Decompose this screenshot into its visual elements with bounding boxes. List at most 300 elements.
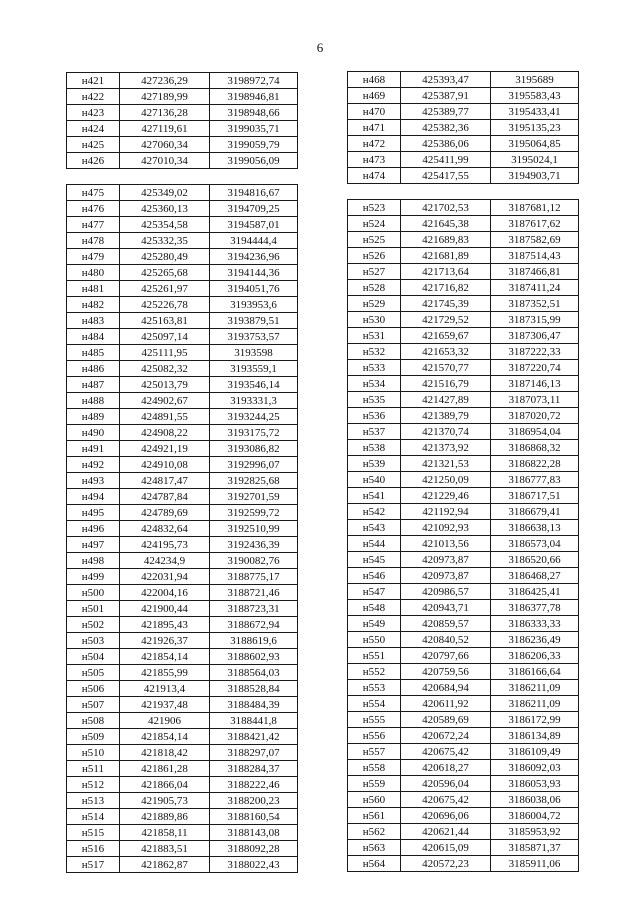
x-coordinate-cell: 421889,86 (120, 809, 210, 825)
table-row (67, 425, 298, 441)
y-coordinate-cell: 3194236,96 (210, 249, 298, 265)
point-id-cell: н512 (67, 777, 120, 793)
x-coordinate-cell: 420589,69 (401, 712, 491, 728)
y-coordinate-cell: 3194144,36 (210, 265, 298, 281)
y-coordinate-cell: 3188222,46 (210, 777, 298, 793)
y-coordinate-cell: 3186573,04 (491, 536, 579, 552)
x-coordinate-cell: 421427,89 (401, 392, 491, 408)
y-coordinate-cell: 3198972,74 (210, 73, 298, 89)
x-coordinate-cell: 421645,38 (401, 216, 491, 232)
point-id-cell: н550 (348, 632, 401, 648)
x-coordinate-cell: 421895,43 (120, 617, 210, 633)
x-coordinate-cell: 420973,87 (401, 552, 491, 568)
x-coordinate-cell: 425097,14 (120, 329, 210, 345)
point-id-cell: н547 (348, 584, 401, 600)
point-id-cell: н485 (67, 345, 120, 361)
point-id-cell: н537 (348, 424, 401, 440)
x-coordinate-cell: 424787,84 (120, 489, 210, 505)
x-coordinate-cell: 421854,14 (120, 649, 210, 665)
y-coordinate-cell: 3186236,49 (491, 632, 579, 648)
point-id-cell: н509 (67, 729, 120, 745)
x-coordinate-cell: 420696,06 (401, 808, 491, 824)
x-coordinate-cell: 425163,81 (120, 313, 210, 329)
y-coordinate-cell: 3192436,39 (210, 537, 298, 553)
page-number: 6 (316, 40, 324, 55)
point-id-cell: н555 (348, 712, 401, 728)
x-coordinate-cell: 421659,67 (401, 328, 491, 344)
y-coordinate-cell: 3192701,59 (210, 489, 298, 505)
x-coordinate-cell: 420684,94 (401, 680, 491, 696)
y-coordinate-cell: 3187582,69 (491, 232, 579, 248)
table-row (67, 761, 298, 777)
y-coordinate-cell: 3195024,1 (491, 152, 579, 168)
y-coordinate-cell: 3186468,27 (491, 568, 579, 584)
x-coordinate-cell: 421516,79 (401, 376, 491, 392)
table-row (67, 521, 298, 537)
point-id-cell: н499 (67, 569, 120, 585)
y-coordinate-cell: 3195064,85 (491, 136, 579, 152)
table-row (67, 473, 298, 489)
x-coordinate-cell: 421370,74 (401, 424, 491, 440)
table-row (348, 296, 579, 312)
point-id-cell: н514 (67, 809, 120, 825)
table-row (348, 72, 579, 88)
point-id-cell: н524 (348, 216, 401, 232)
x-coordinate-cell: 421653,32 (401, 344, 491, 360)
point-id-cell: н424 (67, 121, 120, 137)
table-row (67, 121, 298, 137)
y-coordinate-cell: 3193086,82 (210, 441, 298, 457)
coordinates-table (66, 184, 298, 873)
x-coordinate-cell: 421716,82 (401, 280, 491, 296)
point-id-cell: н481 (67, 281, 120, 297)
x-coordinate-cell: 424817,47 (120, 473, 210, 489)
point-id-cell: н523 (348, 200, 401, 216)
y-coordinate-cell: 3194051,76 (210, 281, 298, 297)
point-id-cell: н422 (67, 89, 120, 105)
x-coordinate-cell: 420611,92 (401, 696, 491, 712)
x-coordinate-cell: 425389,77 (401, 104, 491, 120)
coordinates-table (347, 71, 579, 184)
x-coordinate-cell: 421866,04 (120, 777, 210, 793)
point-id-cell: н495 (67, 505, 120, 521)
point-id-cell: н492 (67, 457, 120, 473)
y-coordinate-cell: 3186520,66 (491, 552, 579, 568)
point-id-cell: н563 (348, 840, 401, 856)
x-coordinate-cell: 425226,78 (120, 297, 210, 313)
y-coordinate-cell: 3195433,41 (491, 104, 579, 120)
table-row (348, 584, 579, 600)
y-coordinate-cell: 3192510,99 (210, 521, 298, 537)
y-coordinate-cell: 3186777,83 (491, 472, 579, 488)
y-coordinate-cell: 3188022,43 (210, 857, 298, 873)
point-id-cell: н426 (67, 153, 120, 169)
table-row (67, 841, 298, 857)
point-id-cell: н532 (348, 344, 401, 360)
x-coordinate-cell: 421858,11 (120, 825, 210, 841)
table-row (348, 328, 579, 344)
y-coordinate-cell: 3186822,28 (491, 456, 579, 472)
point-id-cell: н534 (348, 376, 401, 392)
y-coordinate-cell: 3188528,84 (210, 681, 298, 697)
table-row (67, 537, 298, 553)
y-coordinate-cell: 3188297,07 (210, 745, 298, 761)
point-id-cell: н483 (67, 313, 120, 329)
table-row (348, 600, 579, 616)
point-id-cell: н560 (348, 792, 401, 808)
table-row (348, 472, 579, 488)
y-coordinate-cell: 3195135,23 (491, 120, 579, 136)
point-id-cell: н510 (67, 745, 120, 761)
y-coordinate-cell: 3198948,66 (210, 105, 298, 121)
point-id-cell: н506 (67, 681, 120, 697)
x-coordinate-cell: 420986,57 (401, 584, 491, 600)
x-coordinate-cell: 421854,14 (120, 729, 210, 745)
table-row (348, 232, 579, 248)
point-id-cell: н561 (348, 808, 401, 824)
point-id-cell: н525 (348, 232, 401, 248)
x-coordinate-cell: 421389,79 (401, 408, 491, 424)
point-id-cell: н556 (348, 728, 401, 744)
y-coordinate-cell: 3186868,32 (491, 440, 579, 456)
point-id-cell: н549 (348, 616, 401, 632)
y-coordinate-cell: 3186638,13 (491, 520, 579, 536)
y-coordinate-cell: 3192825,68 (210, 473, 298, 489)
point-id-cell: н553 (348, 680, 401, 696)
y-coordinate-cell: 3187146,13 (491, 376, 579, 392)
table-row (67, 729, 298, 745)
y-coordinate-cell: 3188200,23 (210, 793, 298, 809)
x-coordinate-cell: 421818,42 (120, 745, 210, 761)
x-coordinate-cell: 421570,77 (401, 360, 491, 376)
point-id-cell: н526 (348, 248, 401, 264)
point-id-cell: н478 (67, 233, 120, 249)
y-coordinate-cell: 3186092,03 (491, 760, 579, 776)
point-id-cell: н536 (348, 408, 401, 424)
y-coordinate-cell: 3186717,51 (491, 488, 579, 504)
x-coordinate-cell: 425417,55 (401, 168, 491, 184)
point-id-cell: н505 (67, 665, 120, 681)
point-id-cell: н473 (348, 152, 401, 168)
table-row (67, 393, 298, 409)
point-id-cell: н468 (348, 72, 401, 88)
table-row (348, 264, 579, 280)
table-row (348, 840, 579, 856)
x-coordinate-cell: 421321,53 (401, 456, 491, 472)
table-row (348, 776, 579, 792)
y-coordinate-cell: 3193953,6 (210, 297, 298, 313)
point-id-cell: н493 (67, 473, 120, 489)
y-coordinate-cell: 3193331,3 (210, 393, 298, 409)
y-coordinate-cell: 3194709,25 (210, 201, 298, 217)
table-row (348, 136, 579, 152)
x-coordinate-cell: 424234,9 (120, 553, 210, 569)
point-id-cell: н504 (67, 649, 120, 665)
x-coordinate-cell: 420672,24 (401, 728, 491, 744)
table-row (348, 376, 579, 392)
table-row (348, 280, 579, 296)
point-id-cell: н559 (348, 776, 401, 792)
table-row (348, 856, 579, 872)
point-id-cell: н470 (348, 104, 401, 120)
point-id-cell: н472 (348, 136, 401, 152)
point-id-cell: н558 (348, 760, 401, 776)
y-coordinate-cell: 3188441,8 (210, 713, 298, 729)
table-row (348, 712, 579, 728)
table-row (67, 201, 298, 217)
x-coordinate-cell: 420797,66 (401, 648, 491, 664)
table-row (348, 392, 579, 408)
point-id-cell: н484 (67, 329, 120, 345)
y-coordinate-cell: 3188092,28 (210, 841, 298, 857)
x-coordinate-cell: 425393,47 (401, 72, 491, 88)
point-id-cell: н471 (348, 120, 401, 136)
x-coordinate-cell: 425111,95 (120, 345, 210, 361)
y-coordinate-cell: 3186679,41 (491, 504, 579, 520)
x-coordinate-cell: 425387,91 (401, 88, 491, 104)
table-row (67, 441, 298, 457)
point-id-cell: н530 (348, 312, 401, 328)
y-coordinate-cell: 3186206,33 (491, 648, 579, 664)
x-coordinate-cell: 424789,69 (120, 505, 210, 521)
y-coordinate-cell: 3192599,72 (210, 505, 298, 521)
point-id-cell: н562 (348, 824, 401, 840)
y-coordinate-cell: 3186166,64 (491, 664, 579, 680)
table-row (67, 793, 298, 809)
x-coordinate-cell: 427119,61 (120, 121, 210, 137)
table-row (67, 185, 298, 201)
point-id-cell: н477 (67, 217, 120, 233)
y-coordinate-cell: 3186004,72 (491, 808, 579, 824)
y-coordinate-cell: 3186954,04 (491, 424, 579, 440)
x-coordinate-cell: 420615,09 (401, 840, 491, 856)
x-coordinate-cell: 427136,28 (120, 105, 210, 121)
y-coordinate-cell: 3186172,99 (491, 712, 579, 728)
table-row (348, 760, 579, 776)
table-row (67, 809, 298, 825)
y-coordinate-cell: 3195583,43 (491, 88, 579, 104)
table-row (67, 665, 298, 681)
table-row (67, 153, 298, 169)
y-coordinate-cell: 3185871,37 (491, 840, 579, 856)
x-coordinate-cell: 425354,58 (120, 217, 210, 233)
table-row (348, 552, 579, 568)
point-id-cell: н554 (348, 696, 401, 712)
y-coordinate-cell: 3193753,57 (210, 329, 298, 345)
y-coordinate-cell: 3186109,49 (491, 744, 579, 760)
point-id-cell: н496 (67, 521, 120, 537)
table-row (348, 792, 579, 808)
table-row (67, 329, 298, 345)
point-id-cell: н502 (67, 617, 120, 633)
point-id-cell: н508 (67, 713, 120, 729)
point-id-cell: н469 (348, 88, 401, 104)
x-coordinate-cell: 425360,13 (120, 201, 210, 217)
x-coordinate-cell: 424891,55 (120, 409, 210, 425)
point-id-cell: н515 (67, 825, 120, 841)
x-coordinate-cell: 421250,09 (401, 472, 491, 488)
table-row (67, 217, 298, 233)
y-coordinate-cell: 3193559,1 (210, 361, 298, 377)
y-coordinate-cell: 3187617,62 (491, 216, 579, 232)
table-row (348, 200, 579, 216)
table-row (67, 377, 298, 393)
x-coordinate-cell: 420759,56 (401, 664, 491, 680)
table-row (348, 520, 579, 536)
point-id-cell: н545 (348, 552, 401, 568)
x-coordinate-cell: 424832,64 (120, 521, 210, 537)
point-id-cell: н552 (348, 664, 401, 680)
x-coordinate-cell: 425013,79 (120, 377, 210, 393)
x-coordinate-cell: 424902,67 (120, 393, 210, 409)
point-id-cell: н494 (67, 489, 120, 505)
table-row (67, 505, 298, 521)
x-coordinate-cell: 424921,19 (120, 441, 210, 457)
y-coordinate-cell: 3188775,17 (210, 569, 298, 585)
point-id-cell: н528 (348, 280, 401, 296)
x-coordinate-cell: 427236,29 (120, 73, 210, 89)
x-coordinate-cell: 421373,92 (401, 440, 491, 456)
point-id-cell: н535 (348, 392, 401, 408)
y-coordinate-cell: 3188421,42 (210, 729, 298, 745)
coordinates-table (66, 72, 298, 169)
point-id-cell: н480 (67, 265, 120, 281)
point-id-cell: н491 (67, 441, 120, 457)
x-coordinate-cell: 420596,04 (401, 776, 491, 792)
table-row (67, 313, 298, 329)
y-coordinate-cell: 3193175,72 (210, 425, 298, 441)
point-id-cell: н551 (348, 648, 401, 664)
point-id-cell: н527 (348, 264, 401, 280)
y-coordinate-cell: 3185911,06 (491, 856, 579, 872)
y-coordinate-cell: 3192996,07 (210, 457, 298, 473)
point-id-cell: н513 (67, 793, 120, 809)
table-row (348, 648, 579, 664)
x-coordinate-cell: 420859,57 (401, 616, 491, 632)
y-coordinate-cell: 3186211,09 (491, 680, 579, 696)
x-coordinate-cell: 425349,02 (120, 185, 210, 201)
y-coordinate-cell: 3188672,94 (210, 617, 298, 633)
y-coordinate-cell: 3187411,24 (491, 280, 579, 296)
table-row (67, 409, 298, 425)
x-coordinate-cell: 425261,97 (120, 281, 210, 297)
x-coordinate-cell: 420675,42 (401, 744, 491, 760)
x-coordinate-cell: 421729,52 (401, 312, 491, 328)
y-coordinate-cell: 3186038,06 (491, 792, 579, 808)
y-coordinate-cell: 3185953,92 (491, 824, 579, 840)
point-id-cell: н487 (67, 377, 120, 393)
point-id-cell: н516 (67, 841, 120, 857)
y-coordinate-cell: 3190082,76 (210, 553, 298, 569)
x-coordinate-cell: 425082,32 (120, 361, 210, 377)
y-coordinate-cell: 3188160,54 (210, 809, 298, 825)
y-coordinate-cell: 3186333,33 (491, 616, 579, 632)
x-coordinate-cell: 421905,73 (120, 793, 210, 809)
point-id-cell: н542 (348, 504, 401, 520)
table-row (67, 265, 298, 281)
point-id-cell: н540 (348, 472, 401, 488)
table-row (348, 616, 579, 632)
y-coordinate-cell: 3187073,11 (491, 392, 579, 408)
x-coordinate-cell: 421229,46 (401, 488, 491, 504)
x-coordinate-cell: 421713,64 (401, 264, 491, 280)
table-row (348, 424, 579, 440)
x-coordinate-cell: 421702,53 (401, 200, 491, 216)
x-coordinate-cell: 420675,42 (401, 792, 491, 808)
y-coordinate-cell: 3187306,47 (491, 328, 579, 344)
y-coordinate-cell: 3187020,72 (491, 408, 579, 424)
y-coordinate-cell: 3188284,37 (210, 761, 298, 777)
y-coordinate-cell: 3188619,6 (210, 633, 298, 649)
table-row (67, 777, 298, 793)
x-coordinate-cell: 421681,89 (401, 248, 491, 264)
x-coordinate-cell: 420943,71 (401, 600, 491, 616)
table-row (348, 440, 579, 456)
x-coordinate-cell: 421192,94 (401, 504, 491, 520)
y-coordinate-cell: 3188723,31 (210, 601, 298, 617)
y-coordinate-cell: 3199056,09 (210, 153, 298, 169)
table-row (348, 632, 579, 648)
point-id-cell: н503 (67, 633, 120, 649)
table-row (67, 649, 298, 665)
point-id-cell: н541 (348, 488, 401, 504)
x-coordinate-cell: 425411,99 (401, 152, 491, 168)
table-row (348, 248, 579, 264)
x-coordinate-cell: 422004,16 (120, 585, 210, 601)
table-row (348, 88, 579, 104)
table-row (348, 536, 579, 552)
table-row (67, 585, 298, 601)
point-id-cell: н529 (348, 296, 401, 312)
table-row (67, 857, 298, 873)
table-row (67, 633, 298, 649)
table-row (348, 120, 579, 136)
table-row (348, 808, 579, 824)
y-coordinate-cell: 3187315,99 (491, 312, 579, 328)
y-coordinate-cell: 3193879,51 (210, 313, 298, 329)
x-coordinate-cell: 420621,44 (401, 824, 491, 840)
table-row (67, 297, 298, 313)
x-coordinate-cell: 421689,83 (401, 232, 491, 248)
point-id-cell: н476 (67, 201, 120, 217)
x-coordinate-cell: 425386,06 (401, 136, 491, 152)
table-row (67, 105, 298, 121)
table-row (67, 697, 298, 713)
point-id-cell: н511 (67, 761, 120, 777)
table-row (67, 233, 298, 249)
y-coordinate-cell: 3193244,25 (210, 409, 298, 425)
y-coordinate-cell: 3188484,39 (210, 697, 298, 713)
point-id-cell: н531 (348, 328, 401, 344)
table-row (348, 312, 579, 328)
x-coordinate-cell: 425382,36 (401, 120, 491, 136)
coordinates-table (347, 199, 579, 872)
table-row (67, 345, 298, 361)
table-row (67, 89, 298, 105)
y-coordinate-cell: 3193546,14 (210, 377, 298, 393)
point-id-cell: н497 (67, 537, 120, 553)
y-coordinate-cell: 3194444,4 (210, 233, 298, 249)
table-row (348, 104, 579, 120)
point-id-cell: н546 (348, 568, 401, 584)
y-coordinate-cell: 3186425,41 (491, 584, 579, 600)
table-row (348, 680, 579, 696)
table-row (348, 344, 579, 360)
table-row (67, 553, 298, 569)
point-id-cell: н474 (348, 168, 401, 184)
y-coordinate-cell: 3187352,51 (491, 296, 579, 312)
table-row (67, 361, 298, 377)
